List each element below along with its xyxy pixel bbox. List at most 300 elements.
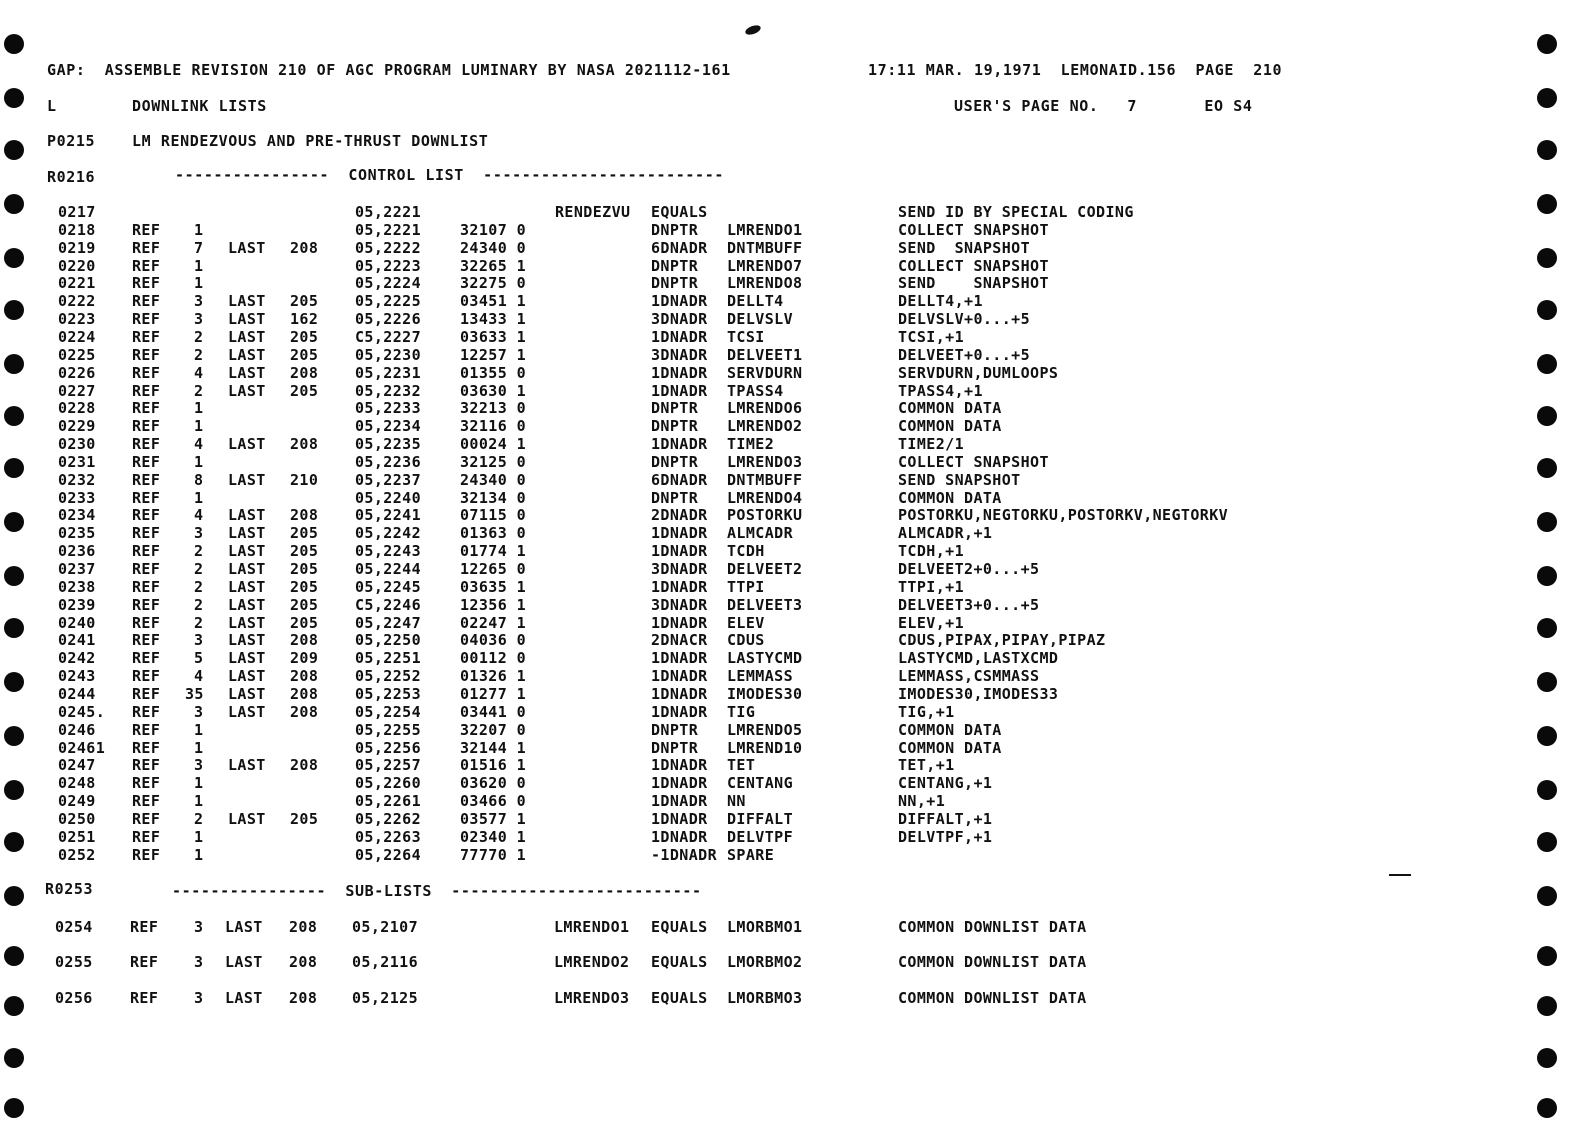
sublist-n: 3: [194, 953, 204, 971]
control-operand: LMRENDO2: [727, 417, 803, 436]
control-addr: 05,2264: [355, 845, 422, 864]
control-op: 6DNADR: [651, 470, 708, 489]
control-addr: C5,2227: [355, 327, 422, 346]
control-n: 4: [194, 363, 204, 382]
sublist-ref: REF: [130, 989, 159, 1007]
control-n: 2: [194, 809, 204, 828]
control-code: 02340 1: [460, 827, 527, 846]
control-operand: LMRENDO7: [727, 256, 803, 275]
control-code: 03577 1: [460, 809, 527, 828]
control-operand: DELVSLV: [727, 310, 794, 329]
sublist-last: LAST: [225, 918, 263, 936]
control-row: [0, 364, 1585, 382]
control-addr: 05,2221: [355, 220, 422, 239]
control-op: 1DNADR: [651, 774, 708, 793]
sublists-code: R0253: [45, 880, 94, 898]
control-code: 13433 1: [460, 310, 527, 329]
control-comment: DIFFALT,+1: [898, 809, 993, 828]
control-comment: TET,+1: [898, 756, 955, 775]
control-n: 3: [194, 310, 204, 329]
control-n: 3: [194, 292, 204, 311]
control-ref: REF: [132, 702, 161, 721]
control-op: DNPTR: [651, 488, 699, 507]
feed-hole: [4, 1048, 24, 1068]
control-operand: TIME2: [727, 435, 775, 454]
control-last: LAST: [228, 381, 266, 400]
control-pg: 205: [290, 577, 319, 596]
control-pg: 205: [290, 345, 319, 364]
control-addr: 05,2251: [355, 649, 422, 668]
control-last: LAST: [228, 702, 266, 721]
control-code: 12356 1: [460, 595, 527, 614]
control-operand: DNTMBUFF: [727, 238, 803, 257]
control-line: 0252: [58, 845, 96, 864]
control-comment: DELVSLV+0...+5: [898, 310, 1031, 329]
control-ref: REF: [132, 631, 161, 650]
control-addr: 05,2241: [355, 506, 422, 525]
control-code: 01363 0: [460, 524, 527, 543]
feed-hole: [4, 140, 24, 160]
control-last: LAST: [228, 238, 266, 257]
control-ref: REF: [132, 274, 161, 293]
control-n: 1: [194, 827, 204, 846]
control-ref: REF: [132, 524, 161, 543]
control-row: [0, 846, 1585, 864]
control-line: 0242: [58, 649, 96, 668]
control-code: 32107 0: [460, 220, 527, 239]
control-line: 0246: [58, 720, 96, 739]
control-row: [0, 614, 1585, 632]
control-pg: 205: [290, 542, 319, 561]
control-pg: 205: [290, 524, 319, 543]
control-op: DNPTR: [651, 738, 699, 757]
control-addr: 05,2260: [355, 774, 422, 793]
control-operand: ELEV: [727, 613, 765, 632]
control-line: 0235: [58, 524, 96, 543]
control-addr: 05,2244: [355, 560, 422, 578]
control-n: 2: [194, 577, 204, 596]
control-op: 1DNADR: [651, 809, 708, 828]
control-addr: 05,2224: [355, 274, 422, 293]
control-line: 0245.: [58, 702, 106, 721]
control-code: 24340 0: [460, 470, 527, 489]
control-row: [0, 649, 1585, 667]
control-n: 1: [194, 452, 204, 471]
sublist-pg: 208: [289, 953, 318, 971]
control-code: 04036 0: [460, 631, 527, 650]
control-code: 01774 1: [460, 542, 527, 561]
control-line: 0236: [58, 542, 96, 561]
control-operand: DNTMBUFF: [727, 470, 803, 489]
feed-hole: [4, 886, 24, 906]
control-line: 0250: [58, 809, 96, 828]
control-comment: SERVDURN,DUMLOOPS: [898, 363, 1059, 382]
sublist-row: [0, 918, 1585, 936]
control-n: 3: [194, 524, 204, 543]
control-ref: REF: [132, 595, 161, 614]
sublists-title: ---------------- SUB-LISTS --------------------------: [172, 882, 702, 900]
control-operand: DELVEET1: [727, 345, 803, 364]
control-op: 1DNADR: [651, 435, 708, 454]
control-code: 03451 1: [460, 292, 527, 311]
control-comment: COMMON DATA: [898, 417, 1002, 436]
control-addr: 05,2237: [355, 470, 422, 489]
control-operand: TET: [727, 756, 756, 775]
control-ref: REF: [132, 399, 161, 418]
control-op: 1DNADR: [651, 827, 708, 846]
control-row: [0, 542, 1585, 560]
control-comment: DELVTPF,+1: [898, 827, 993, 846]
control-op: 3DNADR: [651, 310, 708, 329]
sublist-comment: COMMON DOWNLIST DATA: [898, 918, 1087, 936]
control-op: 1DNADR: [651, 756, 708, 775]
control-line: 0251: [58, 827, 96, 846]
control-code: 32207 0: [460, 720, 527, 739]
control-n: 35: [185, 684, 204, 703]
control-code: 77770 1: [460, 845, 527, 864]
control-line: 0237: [58, 560, 96, 578]
control-row: [0, 221, 1585, 239]
control-row: [0, 506, 1585, 524]
control-pg: 208: [290, 667, 319, 686]
control-op: 1DNADR: [651, 613, 708, 632]
control-ref: REF: [132, 667, 161, 686]
control-line: 0228: [58, 399, 96, 418]
control-comment: SEND ID BY SPECIAL CODING: [898, 203, 1134, 221]
control-addr: 05,2221: [355, 203, 422, 221]
control-ref: REF: [132, 792, 161, 811]
control-code: 32125 0: [460, 452, 527, 471]
control-pg: 208: [290, 631, 319, 650]
control-operand: LMRENDO8: [727, 274, 803, 293]
control-code: 03630 1: [460, 381, 527, 400]
control-addr: 05,2225: [355, 292, 422, 311]
control-last: LAST: [228, 470, 266, 489]
control-ref: REF: [132, 542, 161, 561]
control-n: 1: [194, 488, 204, 507]
control-operand: CDUS: [727, 631, 765, 650]
control-addr: 05,2253: [355, 684, 422, 703]
list-code: P0215: [47, 132, 96, 150]
control-operand: TIG: [727, 702, 756, 721]
control-pg: 205: [290, 595, 319, 614]
control-code: 00024 1: [460, 435, 527, 454]
control-n: 5: [194, 649, 204, 668]
control-pg: 205: [290, 560, 319, 578]
control-comment: COMMON DATA: [898, 720, 1002, 739]
sublist-comment: COMMON DOWNLIST DATA: [898, 953, 1087, 971]
control-last: LAST: [228, 631, 266, 650]
control-operand: NN: [727, 792, 746, 811]
control-code: 01277 1: [460, 684, 527, 703]
control-addr: 05,2256: [355, 738, 422, 757]
control-comment: ELEV,+1: [898, 613, 965, 632]
control-code: 12265 0: [460, 560, 527, 578]
control-last: LAST: [228, 345, 266, 364]
feed-hole: [4, 34, 24, 54]
control-pg: 205: [290, 292, 319, 311]
control-ref: REF: [132, 577, 161, 596]
control-line: 02461: [58, 738, 106, 757]
feed-hole: [1537, 886, 1557, 906]
control-operand: LMRENDO1: [727, 220, 803, 239]
sublist-line: 0255: [55, 953, 93, 971]
control-last: LAST: [228, 310, 266, 329]
control-last: LAST: [228, 363, 266, 382]
control-tag: RENDEZVU: [555, 203, 631, 221]
control-operand: TPASS4: [727, 381, 784, 400]
control-n: 2: [194, 613, 204, 632]
control-row: [0, 524, 1585, 542]
control-row: [0, 792, 1585, 810]
control-row: [0, 810, 1585, 828]
control-n: 2: [194, 381, 204, 400]
control-ref: REF: [132, 345, 161, 364]
control-list-title: ---------------- CONTROL LIST -------------------------: [175, 166, 724, 184]
control-line: 0223: [58, 310, 96, 329]
control-operand: LASTYCMD: [727, 649, 803, 668]
control-row: [0, 257, 1585, 275]
sublist-pg: 208: [289, 918, 318, 936]
control-last: LAST: [228, 649, 266, 668]
control-comment: POSTORKU,NEGTORKU,POSTORKV,NEGTORKV: [898, 506, 1229, 525]
sublist-n: 3: [194, 918, 204, 936]
control-comment: COLLECT SNAPSHOT: [898, 452, 1049, 471]
control-addr: 05,2262: [355, 809, 422, 828]
control-comment: DELLT4,+1: [898, 292, 983, 311]
feed-hole: [4, 1098, 24, 1118]
sublist-row: [0, 953, 1585, 971]
control-op: 1DNADR: [651, 292, 708, 311]
control-row: [0, 239, 1585, 257]
control-pg: 208: [290, 702, 319, 721]
control-last: LAST: [228, 292, 266, 311]
control-line: 0217: [58, 203, 96, 221]
control-addr: 05,2226: [355, 310, 422, 329]
sublist-addr: 05,2107: [352, 918, 419, 936]
sublist-ref: REF: [130, 918, 159, 936]
control-op: 1DNADR: [651, 524, 708, 543]
control-n: 2: [194, 595, 204, 614]
control-n: 2: [194, 345, 204, 364]
control-last: LAST: [228, 560, 266, 578]
control-line: 0226: [58, 363, 96, 382]
control-comment: SEND SNAPSHOT: [898, 470, 1021, 489]
control-ref: REF: [132, 220, 161, 239]
feed-hole: [1537, 1048, 1557, 1068]
control-row: [0, 578, 1585, 596]
control-pg: 208: [290, 435, 319, 454]
sublist-comment: COMMON DOWNLIST DATA: [898, 989, 1087, 1007]
control-ref: REF: [132, 417, 161, 436]
control-comment: NN,+1: [898, 792, 946, 811]
control-addr: 05,2255: [355, 720, 422, 739]
control-comment: COMMON DATA: [898, 488, 1002, 507]
control-op: 1DNADR: [651, 702, 708, 721]
control-line: 0247: [58, 756, 96, 775]
control-row: [0, 560, 1585, 578]
control-operand: DELVTPF: [727, 827, 794, 846]
control-line: 0238: [58, 577, 96, 596]
control-operand: POSTORKU: [727, 506, 803, 525]
control-addr: 05,2242: [355, 524, 422, 543]
sublist-operand: LMORBMO3: [727, 989, 803, 1007]
control-row: [0, 774, 1585, 792]
control-last: LAST: [228, 756, 266, 775]
control-operand: LMRENDO4: [727, 488, 803, 507]
control-comment: CDUS,PIPAX,PIPAY,PIPAZ: [898, 631, 1106, 650]
control-n: 4: [194, 667, 204, 686]
sublist-last: LAST: [225, 953, 263, 971]
sublist-pg: 208: [289, 989, 318, 1007]
control-code: 12257 1: [460, 345, 527, 364]
control-ref: REF: [132, 292, 161, 311]
sublist-ref: REF: [130, 953, 159, 971]
control-pg: 205: [290, 809, 319, 828]
control-ref: REF: [132, 684, 161, 703]
control-addr: 05,2235: [355, 435, 422, 454]
control-code: 00112 0: [460, 649, 527, 668]
control-code: 03466 0: [460, 792, 527, 811]
control-comment: DELVEET3+0...+5: [898, 595, 1040, 614]
control-ref: REF: [132, 310, 161, 329]
control-op: 3DNADR: [651, 595, 708, 614]
control-row: [0, 346, 1585, 364]
control-comment: COMMON DATA: [898, 399, 1002, 418]
control-n: 2: [194, 560, 204, 578]
control-n: 2: [194, 542, 204, 561]
feed-hole: [1537, 34, 1557, 54]
control-row: [0, 596, 1585, 614]
control-addr: 05,2222: [355, 238, 422, 257]
control-row: [0, 203, 1585, 221]
control-ref: REF: [132, 774, 161, 793]
control-n: 2: [194, 327, 204, 346]
ink-blot: [744, 24, 762, 37]
control-operand: LEMMASS: [727, 667, 794, 686]
feed-hole: [1537, 140, 1557, 160]
control-ref: REF: [132, 452, 161, 471]
control-ref: REF: [132, 506, 161, 525]
control-code: 01516 1: [460, 756, 527, 775]
control-line: 0227: [58, 381, 96, 400]
control-last: LAST: [228, 577, 266, 596]
control-addr: 05,2233: [355, 399, 422, 418]
control-operand: DELVEET2: [727, 560, 803, 578]
control-line: 0219: [58, 238, 96, 257]
control-code: 03635 1: [460, 577, 527, 596]
control-op: 1DNADR: [651, 577, 708, 596]
control-op: 6DNADR: [651, 238, 708, 257]
sublist-op: EQUALS: [651, 989, 708, 1007]
control-n: 1: [194, 417, 204, 436]
control-line: 0249: [58, 792, 96, 811]
control-op: DNPTR: [651, 452, 699, 471]
control-n: 1: [194, 399, 204, 418]
control-line: 0222: [58, 292, 96, 311]
control-n: 4: [194, 435, 204, 454]
control-ref: REF: [132, 756, 161, 775]
control-operand: LMRENDO5: [727, 720, 803, 739]
control-comment: LASTYCMD,LASTXCMD: [898, 649, 1059, 668]
control-pg: 208: [290, 684, 319, 703]
control-n: 1: [194, 720, 204, 739]
control-row: [0, 471, 1585, 489]
control-addr: 05,2247: [355, 613, 422, 632]
control-op: 1DNADR: [651, 381, 708, 400]
control-operand: ALMCADR: [727, 524, 794, 543]
control-line: 0231: [58, 452, 96, 471]
control-op: 1DNADR: [651, 327, 708, 346]
control-n: 3: [194, 756, 204, 775]
control-code: 02247 1: [460, 613, 527, 632]
control-ref: REF: [132, 738, 161, 757]
control-line: 0230: [58, 435, 96, 454]
control-ref: REF: [132, 327, 161, 346]
control-code: 32134 0: [460, 488, 527, 507]
sublist-op: EQUALS: [651, 918, 708, 936]
control-operand: DELVEET3: [727, 595, 803, 614]
control-code: 03633 1: [460, 327, 527, 346]
control-line: 0232: [58, 470, 96, 489]
control-row: [0, 328, 1585, 346]
sublist-tag: LMRENDO3: [554, 989, 630, 1007]
control-operand: TCDH: [727, 542, 765, 561]
sublist-last: LAST: [225, 989, 263, 1007]
control-last: LAST: [228, 524, 266, 543]
control-ref: REF: [132, 613, 161, 632]
control-row: [0, 310, 1585, 328]
control-addr: 05,2240: [355, 488, 422, 507]
control-op: 3DNADR: [651, 560, 708, 578]
header-line-1: GAP: ASSEMBLE REVISION 210 OF AGC PROGRAM LUMINARY BY NASA 2021112-161: [47, 61, 731, 79]
control-row: [0, 292, 1585, 310]
control-ref: REF: [132, 363, 161, 382]
control-op: 1DNADR: [651, 649, 708, 668]
control-ref: REF: [132, 560, 161, 578]
control-comment: ALMCADR,+1: [898, 524, 993, 543]
control-row: [0, 274, 1585, 292]
control-ref: REF: [132, 720, 161, 739]
control-ref: REF: [132, 470, 161, 489]
control-addr: 05,2254: [355, 702, 422, 721]
control-op: DNPTR: [651, 220, 699, 239]
control-op: DNPTR: [651, 274, 699, 293]
control-ref: REF: [132, 809, 161, 828]
control-op: 1DNADR: [651, 542, 708, 561]
control-addr: C5,2246: [355, 595, 422, 614]
control-line: 0224: [58, 327, 96, 346]
control-addr: 05,2243: [355, 542, 422, 561]
control-line: 0220: [58, 256, 96, 275]
sublist-line: 0254: [55, 918, 93, 936]
control-comment: COMMON DATA: [898, 738, 1002, 757]
control-ref: REF: [132, 435, 161, 454]
control-n: 1: [194, 220, 204, 239]
control-last: LAST: [228, 595, 266, 614]
control-line: 0229: [58, 417, 96, 436]
control-pg: 205: [290, 327, 319, 346]
feed-hole: [1537, 88, 1557, 108]
control-ref: REF: [132, 649, 161, 668]
control-last: LAST: [228, 506, 266, 525]
header-code-l: L: [47, 97, 57, 115]
control-addr: 05,2261: [355, 792, 422, 811]
control-addr: 05,2245: [355, 577, 422, 596]
control-row: [0, 435, 1585, 453]
control-operand: TCSI: [727, 327, 765, 346]
margin-dash: [1389, 874, 1411, 876]
